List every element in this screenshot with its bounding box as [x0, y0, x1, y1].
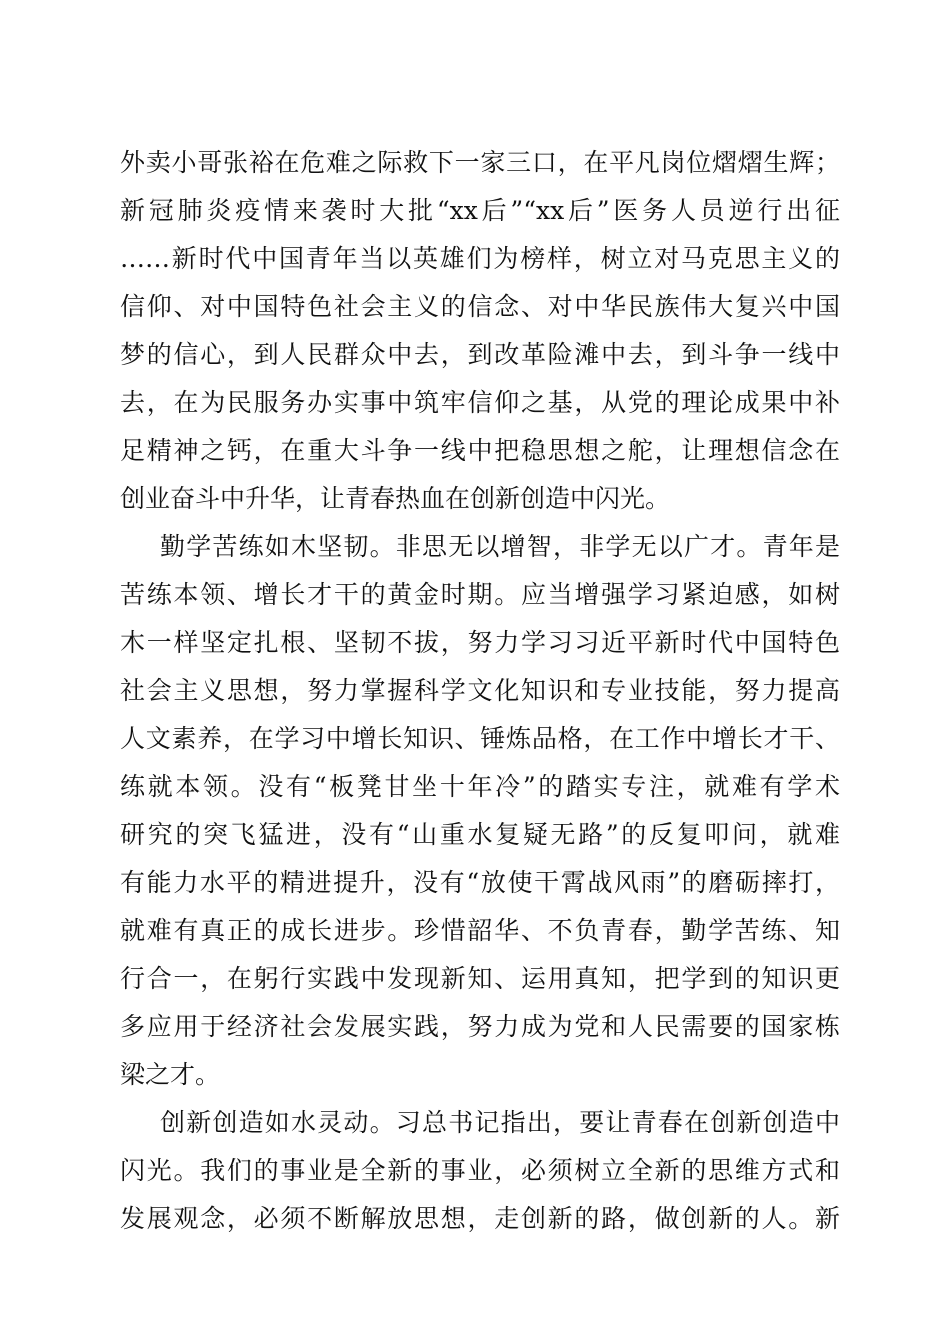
text-line: 外卖小哥张裕在危难之际救下一家三口，在平凡岗位熠熠生辉； [120, 148, 840, 177]
text-line: 就难有真正的成长进步。珍惜韶华、不负青春，勤学苦练、知 [120, 916, 840, 945]
text-line: 梦的信心，到人民群众中去，到改革险滩中去，到斗争一线中 [120, 340, 840, 369]
text-line: 梁之才。 [120, 1060, 221, 1089]
text-line: 有能力水平的精进提升，没有“放使干霄战风雨”的磨砺摔打， [120, 868, 840, 897]
text-line: 多应用于经济社会发展实践，努力成为党和人民需要的国家栋 [120, 1012, 840, 1041]
text-line: 苦练本领、增长才干的黄金时期。应当增强学习紧迫感，如树 [120, 580, 840, 609]
text-line: 创业奋斗中升华，让青春热血在创新创造中闪光。 [120, 484, 671, 513]
text-line: 练就本领。没有“板凳甘坐十年冷”的踏实专注，就难有学术 [120, 772, 840, 801]
text-line: 研究的突飞猛进，没有“山重水复疑无路”的反复叩问，就难 [120, 820, 840, 849]
text-line: 足精神之钙，在重大斗争一线中把稳思想之舵，让理想信念在 [120, 436, 840, 465]
paragraph-first-line: 勤学苦练如木坚韧。非思无以增智，非学无以广才。青年是 [160, 532, 840, 561]
text-line: 人文素养，在学习中增长知识、锤炼品格，在工作中增长才干、 [120, 724, 840, 753]
text-line: 闪光。我们的事业是全新的事业，必须树立全新的思维方式和 [120, 1156, 840, 1185]
text-line: 发展观念，必须不断解放思想，走创新的路，做创新的人。新 [120, 1204, 840, 1233]
text-line: 信仰、对中国特色社会主义的信念、对中华民族伟大复兴中国 [120, 292, 840, 321]
text-line: ……新时代中国青年当以英雄们为榜样，树立对马克思主义的 [120, 244, 840, 273]
paragraph-first-line: 创新创造如水灵动。习总书记指出，要让青春在创新创造中 [160, 1108, 840, 1137]
text-line: 社会主义思想，努力掌握科学文化知识和专业技能，努力提高 [120, 676, 840, 705]
text-line: 去，在为民服务办实事中筑牢信仰之基，从党的理论成果中补 [120, 388, 840, 417]
text-line: 行合一，在躬行实践中发现新知、运用真知，把学到的知识更 [120, 964, 840, 993]
text-line: 木一样坚定扎根、坚韧不拔，努力学习习近平新时代中国特色 [120, 628, 840, 657]
text-line: 新冠肺炎疫情来袭时大批“xx后”“xx后”医务人员逆行出征 [120, 196, 840, 225]
